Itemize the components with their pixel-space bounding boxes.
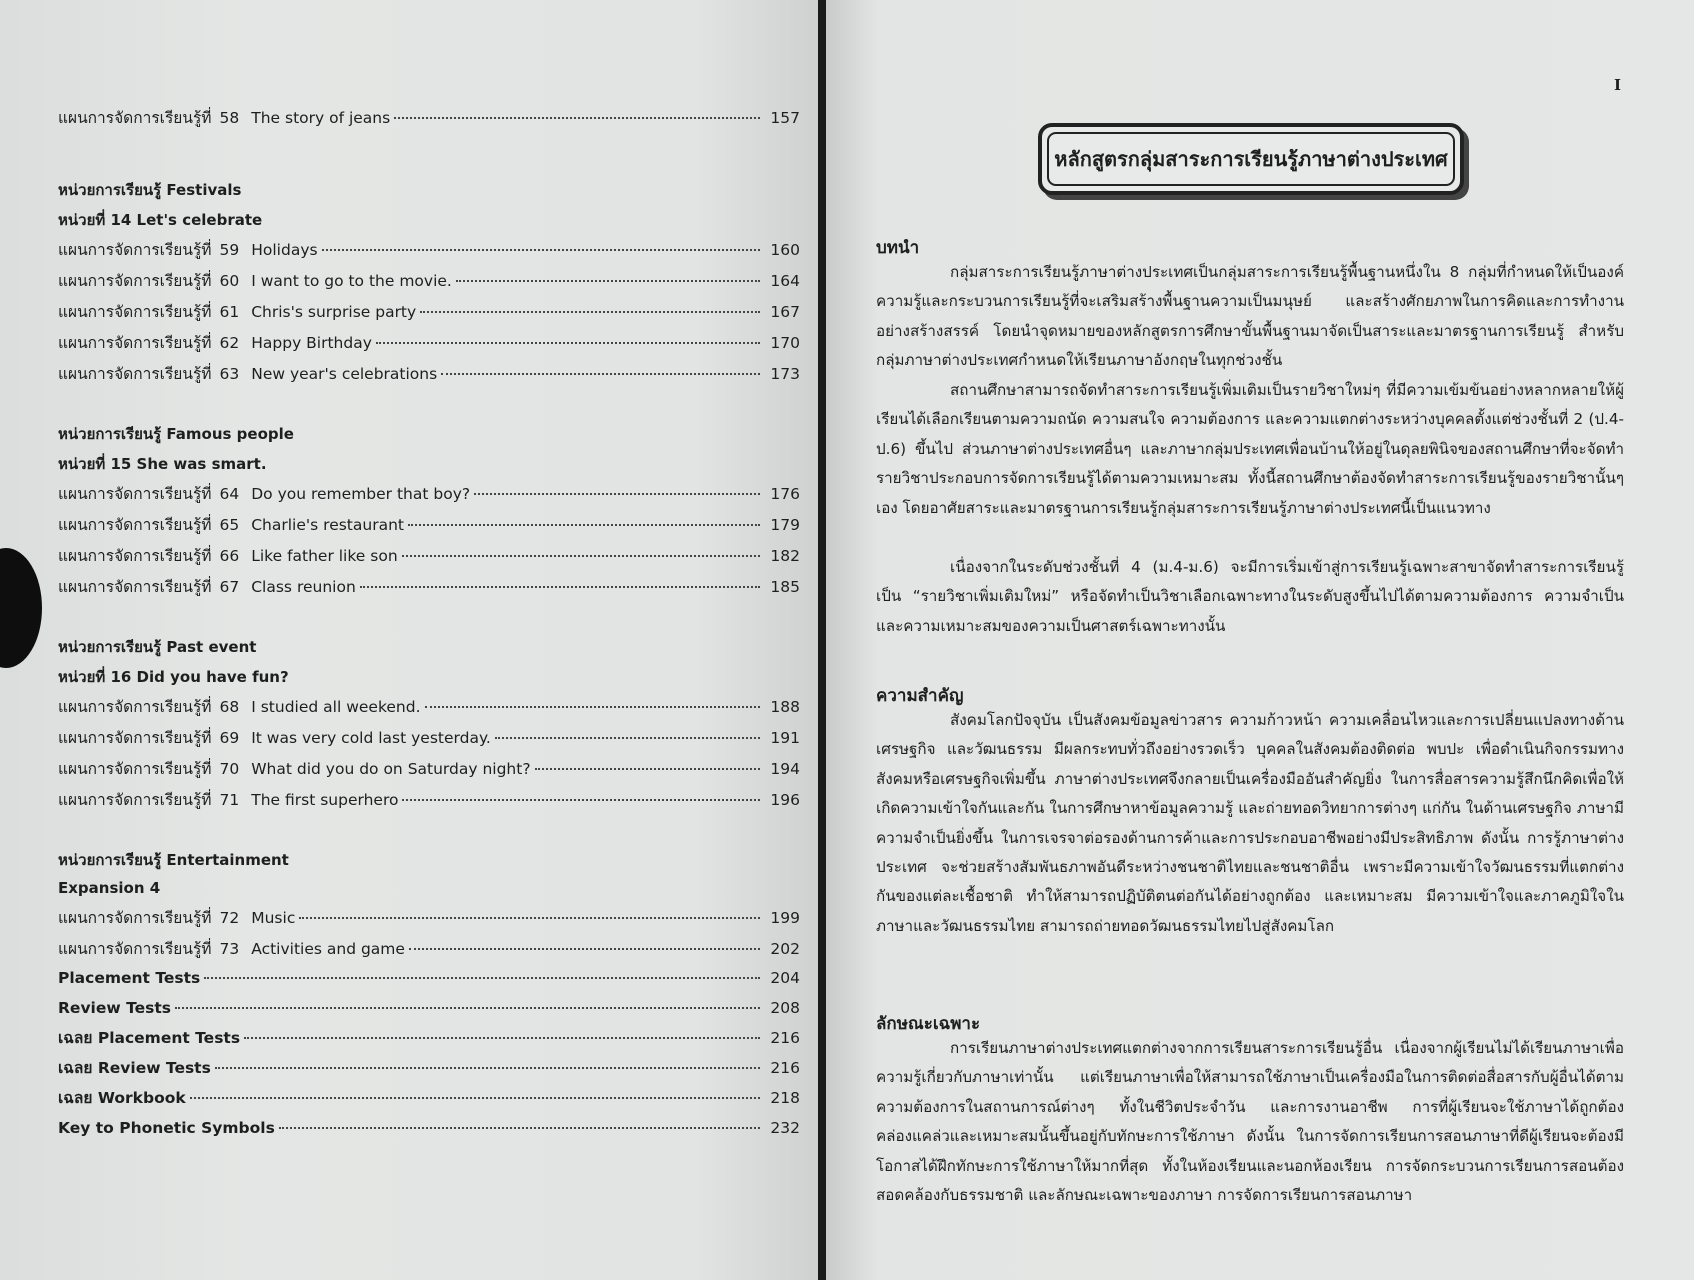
toc-entry bbox=[58, 908, 800, 928]
toc-entry-page: 167 bbox=[770, 303, 800, 321]
toc-entry-page: 185 bbox=[770, 578, 800, 596]
toc-entry-title: Class reunion bbox=[251, 578, 356, 596]
toc-entry-prefix: แผนการจัดการเรียนรู้ที่ bbox=[58, 791, 212, 809]
toc-entry-title: Like father like son bbox=[251, 547, 398, 565]
toc-unit-heading: หน่วยการเรียนรู้ Famous people bbox=[58, 425, 294, 443]
toc-entry bbox=[58, 364, 800, 384]
toc-dot-leader bbox=[215, 1067, 760, 1069]
toc-dot-leader bbox=[456, 280, 760, 282]
toc-entry-prefix: แผนการจัดการเรียนรู้ที่ bbox=[58, 729, 212, 747]
binder-hole bbox=[0, 548, 42, 668]
toc-entry-prefix: แผนการจัดการเรียนรู้ที่ bbox=[58, 241, 212, 259]
section-heading-importance: ความสำคัญ bbox=[876, 686, 964, 706]
toc-entry-number: 72 bbox=[219, 909, 240, 927]
intro-paragraph-3: เนื่องจากในระดับช่วงชั้นที่ 4 (ม.4-ม.6) จะมีการเริ่มเข้าสู่การเรียนรู้เฉพาะสาขาจัดทำสาระการเรียนรู้เป็น “รายวิชาเพิ่มเติมใหม่” หรือจัดทำเป็นวิชาเลือกเฉพาะทางในระดับสูงขึ้นไปได้ตามความต้องการ ความจำเป็น และความเหมาะสมของความเป็นศาสตร์เฉพาะทางนั้น bbox=[876, 558, 1624, 635]
intro-paragraph-1: กลุ่มสาระการเรียนรู้ภาษาต่างประเทศเป็นกลุ่มสาระการเรียนรู้พื้นฐานหนึ่งใน 8 กลุ่มที่กำหนดให้เป็นองค์ความรู้และกระบวนการเรียนรู้ที่จะเสริมสร้างพื้นฐานความเป็นมนุษย์ และสร้างศักยภาพในการคิดและการทำงานอย่างสร้างสรรค์ โดยนำจุดหมายของหลักสูตรการศึกษาขั้นพื้นฐานมาจัดเป็นสาระและมาตรฐานการเรียนรู้ สำหรับกลุ่มภาษาต่างประเทศกำหนดให้เรียนภาษาอังกฤษในทุกช่วงชั้น bbox=[876, 263, 1624, 370]
toc-entry-page: 173 bbox=[770, 365, 800, 383]
toc-entry-page: 164 bbox=[770, 272, 800, 290]
toc-dot-leader bbox=[409, 948, 760, 950]
toc-entry bbox=[58, 546, 800, 566]
toc-dot-leader bbox=[402, 799, 760, 801]
toc-entry bbox=[58, 271, 800, 291]
importance-paragraph: สังคมโลกปัจจุบัน เป็นสังคมข้อมูลข่าวสาร ความก้าวหน้า ความเคลื่อนไหวและการเปลี่ยนแปลงทางด้านเศรษฐกิจ และวัฒนธรรม มีผลกระทบทั่วถึงอย่างรวดเร็ว บุคคลในสังคมต้องติดต่อ พบปะ เพื่อดำเนินกิจกรรมทางสังคมหรือเศรษฐกิจเพิ่มขึ้น ภาษาต่างประเทศจึงกลายเป็นเครื่องมืออันสำคัญยิ่ง ในการสื่อสารความรู้สึกนึกคิดเพื่อให้เกิดความเข้าใจกันและกัน ในการศึกษาหาข้อมูลความรู้ และถ่ายทอดวิทยาการต่างๆ แก่กัน ในด้านเศรษฐกิจ ภาษามีความจำเป็นยิ่งขึ้น ในการเจรจาต่อรองด้านการค้าและการประกอบอาชีพอย่างมีประสิทธิภาพ ดังนั้น การรู้ภาษาต่างประเทศ จะช่วยสร้างสัมพันธภาพอันดีระหว่างชนชาติไทยและชนชาติอื่น เพราะมีความเข้าใจวัฒนธรรมที่แตกต่างกันของแต่ละเชื้อชาติ ทำให้สามารถปฏิบัติตนต่อกันได้อย่างถูกต้อง และเหมาะสม มีความเข้าใจและภาคภูมิใจในภาษาและวัฒนธรรมไทย สามารถถ่ายทอดวัฒนธรรมไทยไปสู่สังคมโลก bbox=[876, 711, 1624, 935]
right-page bbox=[826, 0, 1694, 1280]
toc-entry-title: The first superhero bbox=[251, 791, 399, 809]
toc-entry-page: 182 bbox=[770, 547, 800, 565]
toc-dot-leader bbox=[535, 768, 760, 770]
toc-entry-prefix: แผนการจัดการเรียนรู้ที่ bbox=[58, 334, 212, 352]
toc-entry-page: 179 bbox=[770, 516, 800, 534]
toc-entry bbox=[58, 1058, 800, 1078]
toc-entry-number: 70 bbox=[219, 760, 240, 778]
toc-dot-leader bbox=[402, 555, 760, 557]
toc-dot-leader bbox=[279, 1127, 760, 1129]
toc-unit-heading: หน่วยที่ 15 She was smart. bbox=[58, 455, 267, 473]
toc-entry bbox=[58, 728, 800, 748]
toc-entry bbox=[58, 759, 800, 779]
toc-unit-heading: หน่วยที่ 14 Let's celebrate bbox=[58, 211, 263, 229]
toc-entry-title: Review Tests bbox=[58, 999, 171, 1017]
toc-dot-leader bbox=[360, 586, 760, 588]
toc-entry-page: 216 bbox=[770, 1029, 800, 1047]
toc-entry-page: 199 bbox=[770, 909, 800, 927]
toc-entry-title: เฉลย Workbook bbox=[58, 1089, 186, 1107]
toc-entry-number: 67 bbox=[219, 578, 240, 596]
toc-entry-prefix: แผนการจัดการเรียนรู้ที่ bbox=[58, 909, 212, 927]
toc-entry-page: 194 bbox=[770, 760, 800, 778]
left-page bbox=[0, 0, 818, 1280]
toc-entry bbox=[58, 333, 800, 353]
toc-entry-page: 188 bbox=[770, 698, 800, 716]
toc-entry bbox=[58, 1088, 800, 1108]
toc-dot-leader bbox=[299, 917, 760, 919]
toc-entry-page: 204 bbox=[770, 969, 800, 987]
toc-entry bbox=[58, 968, 800, 988]
toc-entry-title: Placement Tests bbox=[58, 969, 201, 987]
toc-entry-number: 66 bbox=[219, 547, 240, 565]
toc-entry-page: 170 bbox=[770, 334, 800, 352]
toc-entry bbox=[58, 484, 800, 504]
toc-dot-leader bbox=[441, 373, 760, 375]
toc-unit-heading: หน่วยการเรียนรู้ Past event bbox=[58, 638, 257, 656]
toc-entry bbox=[58, 515, 800, 535]
toc-dot-leader bbox=[420, 311, 760, 313]
toc-entry-prefix: แผนการจัดการเรียนรู้ที่ bbox=[58, 485, 212, 503]
toc-entry-title: What did you do on Saturday night? bbox=[251, 760, 531, 778]
toc-entry-prefix: แผนการจัดการเรียนรู้ที่ bbox=[58, 698, 212, 716]
toc-entry bbox=[58, 939, 800, 959]
toc-entry-title: Music bbox=[251, 909, 296, 927]
toc-dot-leader bbox=[175, 1007, 760, 1009]
toc-entry-title: It was very cold last yesterday. bbox=[251, 729, 491, 747]
toc-entry-number: 65 bbox=[219, 516, 240, 534]
toc-entry-title: Happy Birthday bbox=[251, 334, 372, 352]
toc-entry-number: 60 bbox=[219, 272, 240, 290]
toc-unit-heading: หน่วยการเรียนรู้ Festivals bbox=[58, 181, 242, 199]
toc-entry-prefix: แผนการจัดการเรียนรู้ที่ bbox=[58, 940, 212, 958]
toc-entry-title: New year's celebrations bbox=[251, 365, 438, 383]
title-box bbox=[1038, 123, 1464, 195]
toc-entry-page: 218 bbox=[770, 1089, 800, 1107]
toc-entry bbox=[58, 998, 800, 1018]
toc-entry bbox=[58, 1118, 800, 1138]
characteristics-paragraph: การเรียนภาษาต่างประเทศแตกต่างจากการเรียนสาระการเรียนรู้อื่น เนื่องจากผู้เรียนไม่ได้เรียนภาษาเพื่อความรู้เกี่ยวกับภาษาเท่านั้น แต่เรียนภาษาเพื่อให้สามารถใช้ภาษาเป็นเครื่องมือในการติดต่อสื่อสารกับผู้อื่นได้ตามความต้องการในสถานการณ์ต่างๆ ทั้งในชีวิตประจำวัน และการงานอาชีพ การที่ผู้เรียนจะใช้ภาษาได้ถูกต้องคล่องแคล่วและเหมาะสมนั้นขึ้นอยู่กับทักษะการใช้ภาษา ดังนั้น ในการจัดการเรียนการสอนภาษาที่ดีผู้เรียนจะต้องมีโอกาสได้ฝึกทักษะการใช้ภาษาให้มากที่สุด ทั้งในห้องเรียนและนอกห้องเรียน การจัดกระบวนการเรียนการสอนต้องสอดคล้องกับธรรมชาติ และลักษณะเฉพาะของภาษา การจัดการเรียนการสอนภาษา bbox=[876, 1039, 1624, 1205]
page-number: I bbox=[1614, 76, 1622, 94]
toc-dot-leader bbox=[204, 977, 760, 979]
toc-entry-number: 63 bbox=[219, 365, 240, 383]
toc-dot-leader bbox=[408, 524, 760, 526]
toc-dot-leader bbox=[394, 117, 760, 119]
intro-paragraph-2: สถานศึกษาสามารถจัดทำสาระการเรียนรู้เพิ่มเติมเป็นรายวิชาใหม่ๆ ที่มีความเข้มข้นอย่างหลากหลายให้ผู้เรียนได้เลือกเรียนตามความถนัด ความสนใจ ความต้องการ และความแตกต่างระหว่างบุคคลตั้งแต่ช่วงชั้นที่ 2 (ป.4-ป.6) ขึ้นไป ส่วนภาษาต่างประเทศอื่นๆ และภาษากลุ่มประเทศเพื่อนบ้านให้อยู่ในดุลยพินิจของสถานศึกษาที่จะจัดทำรายวิชาประกอบการจัดการเรียนรู้ได้ตามความเหมาะสม ทั้งนี้สถานศึกษาต้องจัดทำสาระการเรียนรู้ของรายวิชานั้นๆ เอง โดยอาศัยสาระและมาตรฐานการเรียนรู้กลุ่มสาระการเรียนรู้ภาษาต่างประเทศนี้เป็นแนวทาง bbox=[876, 381, 1624, 517]
toc-entry-page: 208 bbox=[770, 999, 800, 1017]
toc-dot-leader bbox=[474, 493, 760, 495]
toc-unit-heading: หน่วยที่ 16 Did you have fun? bbox=[58, 668, 289, 686]
toc-entry-title: I studied all weekend. bbox=[251, 698, 421, 716]
toc-entry-prefix: แผนการจัดการเรียนรู้ที่ bbox=[58, 365, 212, 383]
toc-entry-prefix: แผนการจัดการเรียนรู้ที่ bbox=[58, 272, 212, 290]
toc-entry-number: 68 bbox=[219, 698, 240, 716]
toc-entry bbox=[58, 790, 800, 810]
toc-entry-prefix: แผนการจัดการเรียนรู้ที่ bbox=[58, 547, 212, 565]
toc-entry-page: 160 bbox=[770, 241, 800, 259]
toc-entry bbox=[58, 108, 800, 128]
toc-entry-number: 58 bbox=[219, 109, 240, 127]
toc-entry bbox=[58, 302, 800, 322]
toc-entry-page: 176 bbox=[770, 485, 800, 503]
toc-unit-heading: Expansion 4 bbox=[58, 879, 161, 897]
toc-entry-title: Key to Phonetic Symbols bbox=[58, 1119, 275, 1137]
toc-entry bbox=[58, 577, 800, 597]
toc-entry-title: Do you remember that boy? bbox=[251, 485, 471, 503]
toc-entry-page: 196 bbox=[770, 791, 800, 809]
toc-dot-leader bbox=[376, 342, 760, 344]
toc-dot-leader bbox=[190, 1097, 760, 1099]
toc-entry-prefix: แผนการจัดการเรียนรู้ที่ bbox=[58, 303, 212, 321]
toc-entry-number: 64 bbox=[219, 485, 240, 503]
toc-entry-page: 191 bbox=[770, 729, 800, 747]
toc-dot-leader bbox=[495, 737, 760, 739]
toc-entry-title: Activities and game bbox=[251, 940, 405, 958]
toc-entry bbox=[58, 697, 800, 717]
toc-entry-title: The story of jeans bbox=[251, 109, 391, 127]
toc-entry-number: 69 bbox=[219, 729, 240, 747]
toc-dot-leader bbox=[322, 249, 760, 251]
toc-entry-prefix: แผนการจัดการเรียนรู้ที่ bbox=[58, 516, 212, 534]
toc-entry-prefix: แผนการจัดการเรียนรู้ที่ bbox=[58, 760, 212, 778]
toc-entry-number: 59 bbox=[219, 241, 240, 259]
section-heading-intro: บทนำ bbox=[876, 238, 920, 258]
page-title: หลักสูตรกลุ่มสาระการเรียนรู้ภาษาต่างประเทศ bbox=[1054, 147, 1448, 171]
toc-dot-leader bbox=[244, 1037, 760, 1039]
section-heading-characteristics: ลักษณะเฉพาะ bbox=[876, 1014, 981, 1034]
toc-entry-title: Holidays bbox=[251, 241, 318, 259]
toc-entry-prefix: แผนการจัดการเรียนรู้ที่ bbox=[58, 578, 212, 596]
toc-unit-heading: หน่วยการเรียนรู้ Entertainment bbox=[58, 851, 289, 869]
toc-entry bbox=[58, 1028, 800, 1048]
toc-entry-title: Chris's surprise party bbox=[251, 303, 417, 321]
toc-entry-page: 216 bbox=[770, 1059, 800, 1077]
toc-entry-page: 202 bbox=[770, 940, 800, 958]
toc-dot-leader bbox=[425, 706, 761, 708]
toc-entry-number: 71 bbox=[219, 791, 240, 809]
toc-entry-number: 73 bbox=[219, 940, 240, 958]
toc-entry-prefix: แผนการจัดการเรียนรู้ที่ bbox=[58, 109, 212, 127]
toc-entry-number: 61 bbox=[219, 303, 240, 321]
toc-entry bbox=[58, 240, 800, 260]
toc-entry-title: I want to go to the movie. bbox=[251, 272, 452, 290]
toc-entry-title: Charlie's restaurant bbox=[251, 516, 404, 534]
toc-entry-title: เฉลย Review Tests bbox=[58, 1059, 211, 1077]
toc-entry-page: 232 bbox=[770, 1119, 800, 1137]
toc-entry-page: 157 bbox=[770, 109, 800, 127]
toc-entry-title: เฉลย Placement Tests bbox=[58, 1029, 241, 1047]
toc-entry-number: 62 bbox=[219, 334, 240, 352]
